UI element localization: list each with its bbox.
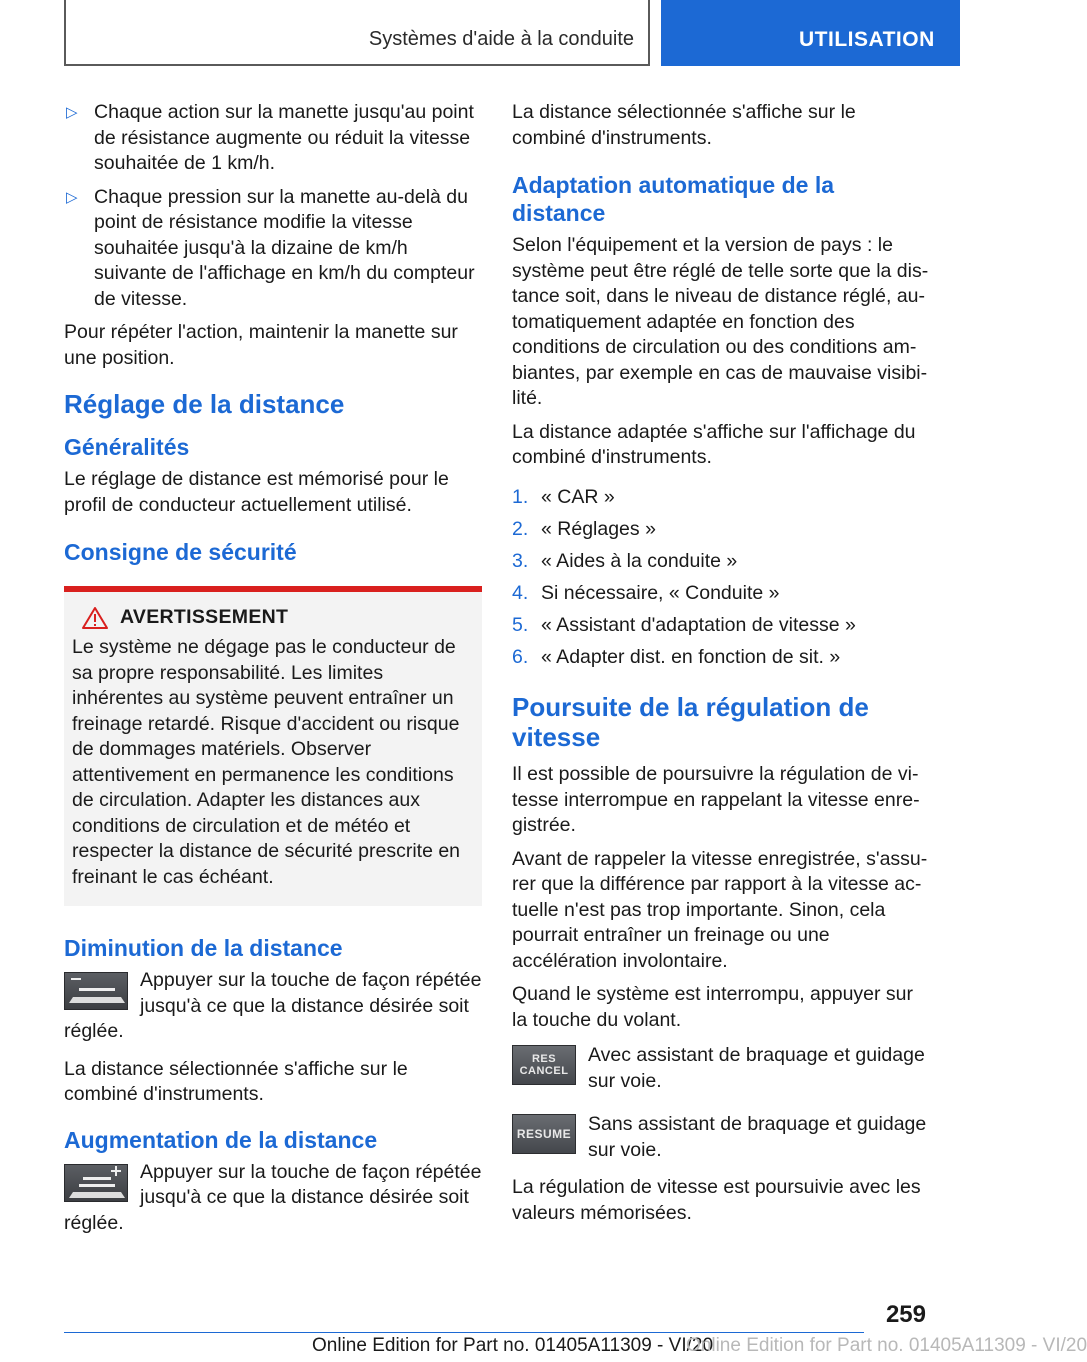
bullet-item	[64, 185, 482, 313]
resume-button-icon	[512, 1114, 576, 1154]
cancel-label: CANCEL	[519, 1065, 569, 1077]
step-number: 2.	[512, 517, 529, 540]
header-section-box	[64, 0, 650, 66]
heading-consigne: Consigne de sécurité	[64, 539, 297, 565]
poursuite-paragraph-3: Quand le système est interrompu, appuyer sur la touche du volant.	[512, 983, 914, 1031]
res-cancel-button-icon	[512, 1045, 576, 1085]
step-number: 6.	[512, 645, 529, 668]
warning-header	[82, 606, 474, 629]
triangle-bullet-icon: ▷	[66, 188, 78, 206]
step-text: « Réglages »	[541, 517, 656, 540]
step-text: « Assistant d'adaptation de vitesse »	[541, 613, 856, 636]
resume-paragraph	[512, 1112, 930, 1163]
bullet-text: Chaque action sur la manette jusqu'au point de résistance augmente ou réduit la vitesse souhaitée de 1 km/h.	[94, 101, 474, 174]
warning-triangle-icon	[82, 607, 108, 629]
step-number: 5.	[512, 613, 529, 636]
res-cancel-paragraph	[512, 1043, 930, 1094]
final-paragraph: La régulation de vitesse est poursuivie avec les valeurs mémorisées.	[512, 1176, 921, 1224]
step-item	[512, 517, 930, 543]
chapter-tab-label: UTILISATION	[799, 28, 935, 51]
step-item	[512, 581, 930, 607]
res-label: RES	[531, 1053, 557, 1065]
step-item	[512, 485, 930, 511]
distance-minus-button-icon	[64, 972, 128, 1010]
diminution-text: Appuyer sur la touche de façon répétée jusqu'à ce que la distance désirée soit réglée.	[64, 969, 482, 1042]
resume-text: Sans assistant de braquage et guidage sur voie.	[588, 1113, 927, 1161]
distance-plus-button-icon	[64, 1164, 128, 1202]
step-text: « CAR »	[541, 485, 615, 508]
step-item	[512, 645, 930, 671]
resume-label: RESUME	[516, 1127, 572, 1141]
poursuite-paragraph-2: Avant de rappeler la vitesse enregistrée, s'assurer que la différence par rapport à la vitesse actuelle n'est pas trop importante. Sinon, cela pourrait entraîner un freinage ou une accélération involontaire.	[512, 847, 928, 972]
heading-diminution: Diminution de la distance	[64, 935, 343, 961]
right-top-paragraph: La distance sélectionnée s'affiche sur le combiné d'instruments.	[512, 101, 856, 149]
adaptation-paragraph: Selon l'équipement et la version de pays : le système peut être réglé de telle sorte que la distance soit, dans le niveau de distance réglé, automatiquement adaptée en fonction des conditions de circulation ou des conditions ambiantes, par exemple en cas de mauvaise visibilité.	[512, 234, 929, 409]
heading-reglage: Réglage de la distance	[64, 389, 345, 419]
step-item	[512, 613, 930, 639]
repeat-paragraph: Pour répéter l'action, maintenir la manette sur une position.	[64, 321, 458, 369]
section-title: Systèmes d'aide à la conduite	[368, 28, 634, 50]
generalites-paragraph: Le réglage de distance est mémorisé pour le profil de conducteur actuellement utilisé.	[64, 468, 449, 516]
heading-generalites: Généralités	[64, 434, 190, 460]
left-column	[64, 100, 482, 1244]
bullet-item	[64, 100, 482, 177]
settings-steps-list	[512, 485, 930, 671]
warning-box	[64, 586, 482, 906]
diminution-after-paragraph: La distance sélectionnée s'affiche sur le combiné d'instruments.	[64, 1057, 408, 1105]
step-item	[512, 549, 930, 575]
right-column	[512, 100, 930, 1234]
warning-title: AVERTISSEMENT	[120, 606, 289, 628]
footer-edition: Online Edition for Part no. 01405A11309 - VI/20	[312, 1335, 714, 1356]
triangle-bullet-icon: ▷	[66, 104, 78, 121]
footer-rule	[64, 1332, 864, 1333]
heading-adaptation: Adaptation automatique de la distance	[512, 172, 835, 226]
res-cancel-text: Avec assistant de braquage et guidage sur voie.	[588, 1044, 925, 1092]
step-number: 1.	[512, 485, 529, 508]
step-text: « Adapter dist. en fonction de sit. »	[541, 645, 841, 668]
augmentation-paragraph	[64, 1160, 482, 1237]
step-number: 3.	[512, 549, 529, 572]
augmentation-text: Appuyer sur la touche de façon répétée jusqu'à ce que la distance désirée soit réglée.	[64, 1160, 482, 1234]
chapter-tab	[661, 0, 960, 66]
poursuite-paragraph-1: Il est possible de poursuivre la régulation de vitesse interrompue en rappelant la vitesse enregistrée.	[512, 763, 920, 836]
heading-poursuite: Poursuite de la régulation de vitesse	[512, 692, 869, 752]
footer-watermark: Online Edition for Part no. 01405A11309 - VI/20	[686, 1335, 1087, 1356]
heading-augmentation: Augmentation de la distance	[64, 1126, 378, 1153]
bullet-text: Chaque pression sur la manette au-delà du point de résistance modifie la vitesse souhaitée jusqu'à la dizaine de km/h suivante de l'affichage en km/h du compteur de vitesse.	[94, 185, 475, 310]
step-text: Si nécessaire, « Conduite »	[541, 581, 780, 604]
step-number: 4.	[512, 581, 529, 604]
bullet-list	[64, 100, 482, 312]
page-number: 259	[885, 1301, 926, 1328]
warning-body: Le système ne dégage pas le conducteur de sa propre responsabilité. Les limites inhérentes au système peuvent entraîner un freinage retardé. Risque d'accident ou risque de dommages matériels. Observer attentivement en permanence les conditions de circulation. Adapter les distances aux conditions de circulation et de météo et respecter la distance de sécurité prescrite en freinant le cas échéant.	[72, 636, 461, 888]
diminution-paragraph	[64, 968, 482, 1045]
adaptation-paragraph-2: La distance adaptée s'affiche sur l'affichage du combiné d'instruments.	[512, 420, 916, 468]
step-text: « Aides à la conduite »	[541, 549, 738, 572]
